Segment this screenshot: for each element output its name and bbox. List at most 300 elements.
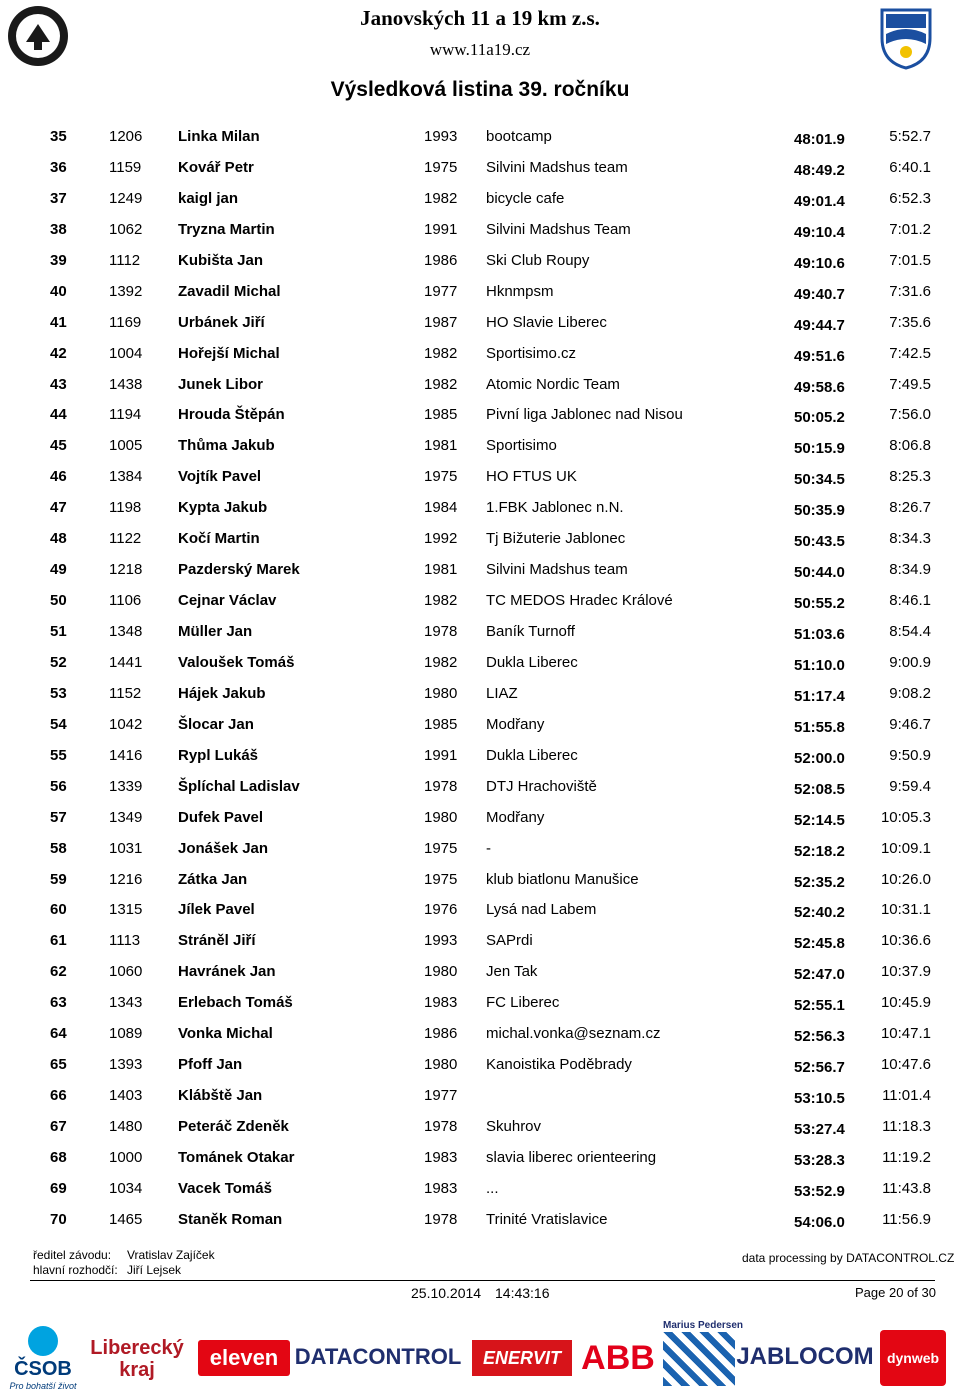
time-loss-cell: 8:25.3 [889,468,931,486]
rank-cell: 61 [50,932,67,950]
rank-cell: 45 [50,437,67,455]
bib-number-cell: 1000 [109,1148,143,1166]
name-cell: kaigl jan [178,189,239,207]
name-cell: Pfoff Jan [178,1056,243,1074]
rank-cell: 64 [50,1025,67,1043]
bib-number-cell: 1416 [109,746,143,764]
bib-number-cell: 1438 [109,375,143,393]
birth-year-cell: 1986 [424,1025,458,1043]
birth-year-cell: 1983 [424,1179,458,1197]
table-row [0,153,960,184]
club-cell: HO Slavie Liberec [486,313,607,331]
name-cell: Staněk Roman [178,1210,283,1228]
club-cell: Silvini Madshus Team [486,220,631,238]
time-cell: 52:00.0 [794,749,845,767]
rank-cell: 70 [50,1210,67,1228]
rank-cell: 57 [50,808,67,826]
time-loss-cell: 10:09.1 [880,839,931,857]
time-loss-cell: 8:34.3 [889,530,931,548]
table-row [0,957,960,988]
table-row [0,1174,960,1205]
birth-year-cell: 1992 [424,530,458,548]
birth-year-cell: 1991 [424,746,458,764]
name-cell: Thůma Jakub [178,437,275,455]
bib-number-cell: 1031 [109,839,143,857]
bib-number-cell: 1349 [109,808,143,826]
table-row [0,865,960,896]
time-loss-cell: 10:05.3 [880,808,931,826]
rank-cell: 68 [50,1148,67,1166]
bib-number-cell: 1218 [109,561,143,579]
birth-year-cell: 1976 [424,901,458,919]
club-cell: Jen Tak [486,963,538,981]
time-cell: 49:10.6 [794,254,845,272]
time-loss-cell: 10:37.9 [880,963,931,981]
bib-number-cell: 1206 [109,128,143,145]
print-time: 14:43:16 [495,1285,550,1301]
table-row [0,1112,960,1143]
name-cell: Vojtík Pavel [178,468,262,486]
marius-pedersen-text: Marius Pedersen [663,1320,744,1331]
birth-year-cell: 1984 [424,499,458,517]
time-loss-cell: 7:42.5 [889,344,931,362]
club-cell: bicycle cafe [486,189,565,207]
name-cell: Kypta Jakub [178,499,268,517]
rank-cell: 37 [50,189,67,207]
table-row [0,493,960,524]
birth-year-cell: 1993 [424,932,458,950]
name-cell: Hrouda Štěpán [178,406,285,424]
time-cell: 50:44.0 [794,564,845,582]
time-cell: 49:40.7 [794,285,845,303]
bib-number-cell: 1392 [109,282,143,300]
sponsor-enervit[interactable]: ENERVIT [472,1340,572,1376]
table-row [0,555,960,586]
name-cell: Peteráč Zdeněk [178,1118,289,1135]
sponsor-datacontrol[interactable]: DATACONTROL [294,1344,462,1369]
sponsor-abb[interactable]: ABB [581,1338,655,1377]
club-cell: Modřany [486,808,545,826]
time-loss-cell: 7:01.2 [889,220,931,238]
name-cell: Junek Libor [178,375,264,393]
rank-cell: 55 [50,746,67,764]
time-cell: 52:45.8 [794,935,845,953]
bib-number-cell: 1194 [109,406,142,424]
birth-year-cell: 1985 [424,406,458,424]
time-loss-cell: 10:31.1 [880,901,931,919]
name-cell: Erlebach Tomáš [178,994,293,1012]
table-row [0,277,960,308]
time-cell: 51:55.8 [794,718,845,736]
club-cell: Silvini Madshus team [486,158,628,176]
time-loss-cell: 11:19.2 [882,1148,931,1166]
name-cell: Vonka Michal [178,1025,273,1043]
rank-cell: 48 [50,530,67,548]
club-cell: FC Liberec [486,994,560,1012]
name-cell: Hořejší Michal [178,344,280,362]
birth-year-cell: 1982 [424,592,458,610]
rank-cell: 66 [50,1087,67,1105]
sponsor-liberecky-kraj[interactable] [84,1330,190,1388]
name-cell: Šplíchal Ladislav [178,777,300,795]
time-cell: 49:44.7 [794,316,845,334]
director-label: ředitel závodu: [33,1248,112,1262]
sponsor-marius-pedersen[interactable] [663,1332,735,1386]
time-cell: 53:10.5 [794,1090,845,1108]
website-link[interactable]: www.11a19.cz [429,40,531,59]
birth-year-cell: 1975 [424,839,458,857]
club-cell: klub biatlonu Manušice [486,870,639,888]
sponsor-eleven[interactable]: eleven [198,1340,290,1376]
rank-cell: 38 [50,220,67,238]
table-row [0,122,960,153]
club-cell: LIAZ [486,684,518,702]
time-cell: 50:35.9 [794,502,845,520]
kraj-text-1: Liberecký [90,1337,184,1359]
bib-number-cell: 1122 [109,530,142,548]
name-cell: Šlocar Jan [178,715,254,733]
table-row [0,895,960,926]
rank-cell: 62 [50,963,67,981]
results-table [0,122,960,1236]
csob-slogan: Pro bohatší život [9,1380,77,1391]
table-row [0,926,960,957]
club-cell: Baník Turnoff [486,623,575,640]
club-cell: Dukla Liberec [486,653,578,671]
rank-cell: 35 [50,128,67,145]
time-cell: 53:52.9 [794,1182,845,1200]
rank-cell: 69 [50,1179,67,1197]
bib-number-cell: 1216 [109,870,143,888]
time-cell: 53:28.3 [794,1151,845,1169]
birth-year-cell: 1982 [424,375,458,393]
time-loss-cell: 11:18.3 [882,1118,931,1135]
name-cell: Dufek Pavel [178,808,264,826]
time-loss-cell: 7:35.6 [889,313,931,331]
bib-number-cell: 1034 [109,1179,143,1197]
club-cell: 1.FBK Jablonec n.N. [486,499,624,517]
bib-number-cell: 1315 [109,901,143,919]
csob-logo-icon [28,1326,58,1356]
time-cell: 51:03.6 [794,626,845,643]
page-footer [0,1240,960,1310]
bib-number-cell: 1249 [109,189,143,207]
time-cell: 49:10.4 [794,223,845,241]
time-cell: 52:55.1 [794,997,845,1015]
club-cell: HO FTUS UK [486,468,577,486]
table-row [0,1205,960,1236]
club-cell: Dukla Liberec [486,746,578,764]
referee-name: Jiří Lejsek [127,1263,182,1277]
table-row [0,462,960,493]
name-cell: Rypl Lukáš [178,746,259,764]
rank-cell: 52 [50,653,67,671]
name-cell: Kočí Martin [178,530,260,548]
club-cell: slavia liberec orienteering [486,1148,657,1166]
rank-cell: 56 [50,777,67,795]
rank-cell: 63 [50,994,67,1012]
club-cell: Modřany [486,715,545,733]
table-row [0,834,960,865]
time-loss-cell: 6:40.1 [889,158,931,176]
bib-number-cell: 1339 [109,777,143,795]
table-row [0,215,960,246]
rank-cell: 46 [50,468,67,486]
birth-year-cell: 1975 [424,158,458,176]
table-row [0,1050,960,1081]
club-cell: Ski Club Roupy [486,251,590,269]
name-cell: Kovář Petr [178,158,254,176]
bib-number-cell: 1169 [109,313,142,331]
time-loss-cell: 7:49.5 [889,375,931,393]
kraj-text-2: kraj [119,1359,155,1381]
birth-year-cell: 1986 [424,251,458,269]
bib-number-cell: 1060 [109,963,143,981]
table-row [0,339,960,370]
rank-cell: 40 [50,282,67,300]
time-cell: 51:17.4 [794,687,845,705]
rank-cell: 59 [50,870,67,888]
time-loss-cell: 6:52.3 [889,189,931,207]
time-cell: 50:05.2 [794,409,845,427]
club-cell: bootcamp [486,128,552,145]
time-loss-cell: 10:45.9 [880,994,931,1012]
bib-number-cell: 1152 [109,684,142,702]
time-loss-cell: 10:47.1 [880,1025,931,1043]
table-row [0,679,960,710]
birth-year-cell: 1982 [424,344,458,362]
birth-year-cell: 1993 [424,128,458,145]
name-cell: Valoušek Tomáš [178,653,295,671]
bib-number-cell: 1005 [109,437,143,455]
time-cell: 50:43.5 [794,533,845,551]
birth-year-cell: 1991 [424,220,458,238]
rank-cell: 36 [50,158,67,176]
time-cell: 52:14.5 [794,811,845,829]
time-loss-cell: 7:31.6 [889,282,931,300]
bib-number-cell: 1441 [109,653,143,671]
time-cell: 50:34.5 [794,471,845,489]
time-cell: 52:56.7 [794,1059,845,1077]
name-cell: Vacek Tomáš [178,1179,272,1197]
table-row [0,586,960,617]
bib-number-cell: 1403 [109,1087,143,1105]
data-processing-credit: data processing by DATACONTROL.CZ [742,1251,955,1265]
name-cell: Pazderský Marek [178,561,300,579]
birth-year-cell: 1977 [424,282,458,300]
club-cell: Silvini Madshus team [486,561,628,579]
club-cell: Lysá nad Labem [486,901,597,919]
bib-number-cell: 1089 [109,1025,143,1043]
time-cell: 49:58.6 [794,378,845,396]
bib-number-cell: 1004 [109,344,143,362]
results-subtitle: Výsledková listina 39. ročníku [330,78,630,101]
time-loss-cell: 9:08.2 [889,684,931,702]
table-row [0,1081,960,1112]
club-cell: Atomic Nordic Team [486,375,620,393]
bib-number-cell: 1042 [109,715,143,733]
footer-divider [30,1280,935,1281]
birth-year-cell: 1987 [424,313,458,331]
club-cell: TC MEDOS Hradec Králové [486,592,673,610]
birth-year-cell: 1980 [424,963,458,981]
rank-cell: 39 [50,251,67,269]
time-loss-cell: 8:06.8 [889,437,931,455]
time-loss-cell: 7:01.5 [889,251,931,269]
table-row [0,988,960,1019]
time-loss-cell: 8:46.1 [889,592,931,610]
time-cell: 48:01.9 [794,131,845,148]
time-loss-cell: 11:56.9 [882,1210,931,1228]
csob-text: ČSOB [14,1357,72,1380]
table-row [0,710,960,741]
rank-cell: 51 [50,623,67,640]
bib-number-cell: 1343 [109,994,143,1012]
time-cell: 52:08.5 [794,780,845,798]
rank-cell: 58 [50,839,67,857]
rank-cell: 53 [50,684,67,702]
sponsor-bar [0,1318,960,1399]
rank-cell: 43 [50,375,67,393]
sponsor-dynweb[interactable]: dynweb [880,1330,946,1386]
club-cell: Sportisimo [486,437,557,455]
time-loss-cell: 8:26.7 [889,499,931,517]
sponsor-jablocom[interactable]: JABLOCOM [736,1343,874,1370]
club-cell: DTJ Hrachoviště [486,777,597,795]
name-cell: Zátka Jan [178,870,248,888]
time-loss-cell: 10:36.6 [880,932,931,950]
club-cell: Trinité Vratislavice [486,1210,608,1228]
bib-number-cell: 1113 [109,932,141,950]
time-loss-cell: 11:01.4 [882,1087,931,1105]
time-loss-cell: 9:46.7 [889,715,931,733]
referee-label: hlavní rozhodčí: [33,1263,118,1277]
bib-number-cell: 1198 [109,499,142,517]
birth-year-cell: 1980 [424,684,458,702]
name-cell: Hájek Jakub [178,684,266,702]
bib-number-cell: 1112 [109,251,141,269]
time-loss-cell: 5:52.7 [889,128,931,145]
birth-year-cell: 1981 [424,437,458,455]
name-cell: Urbánek Jiří [178,313,265,331]
club-cell: Kanoistika Poděbrady [486,1056,632,1074]
club-cell: - [486,839,491,857]
page-header [0,0,960,110]
name-cell: Klábště Jan [178,1087,263,1105]
time-cell: 51:10.0 [794,656,845,674]
time-cell: 50:55.2 [794,595,845,613]
table-row [0,184,960,215]
time-loss-cell: 9:59.4 [889,777,931,795]
time-cell: 53:27.4 [794,1121,845,1138]
table-row [0,741,960,772]
club-cell: michal.vonka@seznam.cz [486,1025,661,1043]
birth-year-cell: 1977 [424,1087,458,1105]
birth-year-cell: 1983 [424,1148,458,1166]
table-row [0,400,960,431]
name-cell: Kubišta Jan [178,251,264,269]
rank-cell: 42 [50,344,67,362]
bib-number-cell: 1159 [109,158,142,176]
rank-cell: 67 [50,1118,67,1135]
time-loss-cell: 10:26.0 [880,870,931,888]
bib-number-cell: 1062 [109,220,143,238]
time-cell: 52:18.2 [794,842,845,860]
rank-cell: 49 [50,561,67,579]
club-cell: Hknmpsm [486,282,554,300]
time-loss-cell: 9:50.9 [889,746,931,764]
table-row [0,772,960,803]
time-loss-cell: 8:34.9 [889,561,931,579]
print-date: 25.10.2014 [411,1285,482,1301]
crest-icon [872,4,940,72]
sponsor-csob[interactable] [8,1324,78,1392]
organizer-title: Janovských 11 a 19 km z.s. [360,6,600,30]
birth-year-cell: 1978 [424,777,458,795]
table-row [0,617,960,648]
birth-year-cell: 1985 [424,715,458,733]
time-loss-cell: 9:00.9 [889,653,931,671]
name-cell: Müller Jan [178,623,253,640]
name-cell: Stráněl Jiří [178,932,256,950]
birth-year-cell: 1975 [424,870,458,888]
club-cell: Tj Bižuterie Jablonec [486,530,626,548]
bib-number-cell: 1384 [109,468,143,486]
club-cell: SAPrdi [486,932,533,950]
rank-cell: 65 [50,1056,67,1074]
birth-year-cell: 1982 [424,189,458,207]
rank-cell: 50 [50,592,67,610]
time-cell: 52:35.2 [794,873,845,891]
time-cell: 52:40.2 [794,904,845,922]
table-row [0,648,960,679]
time-cell: 49:01.4 [794,192,845,210]
bib-number-cell: 1480 [109,1118,143,1135]
name-cell: Jonášek Jan [178,839,269,857]
birth-year-cell: 1975 [424,468,458,486]
name-cell: Zavadil Michal [178,282,281,300]
bib-number-cell: 1465 [109,1210,143,1228]
club-cell: Skuhrov [486,1118,542,1135]
name-cell: Tománek Otakar [178,1148,295,1166]
time-cell: 52:56.3 [794,1028,845,1046]
time-loss-cell: 8:54.4 [889,623,931,640]
birth-year-cell: 1978 [424,1210,458,1228]
name-cell: Tryzna Martin [178,220,275,238]
birth-year-cell: 1978 [424,1118,458,1135]
birth-year-cell: 1983 [424,994,458,1012]
birth-year-cell: 1981 [424,561,458,579]
time-loss-cell: 10:47.6 [880,1056,931,1074]
director-name: Vratislav Zajíček [127,1248,215,1262]
time-loss-cell: 7:56.0 [889,406,931,424]
bib-number-cell: 1348 [109,623,143,640]
birth-year-cell: 1980 [424,808,458,826]
table-row [0,246,960,277]
rank-cell: 41 [50,313,67,331]
page-number: Page 20 of 30 [855,1285,936,1300]
rank-cell: 47 [50,499,67,517]
rank-cell: 44 [50,406,67,424]
time-cell: 50:15.9 [794,440,845,458]
birth-year-cell: 1982 [424,653,458,671]
bib-number-cell: 1106 [109,592,142,610]
table-row [0,803,960,834]
birth-year-cell: 1978 [424,623,458,640]
time-cell: 52:47.0 [794,966,845,984]
table-row [0,431,960,462]
birth-year-cell: 1980 [424,1056,458,1074]
